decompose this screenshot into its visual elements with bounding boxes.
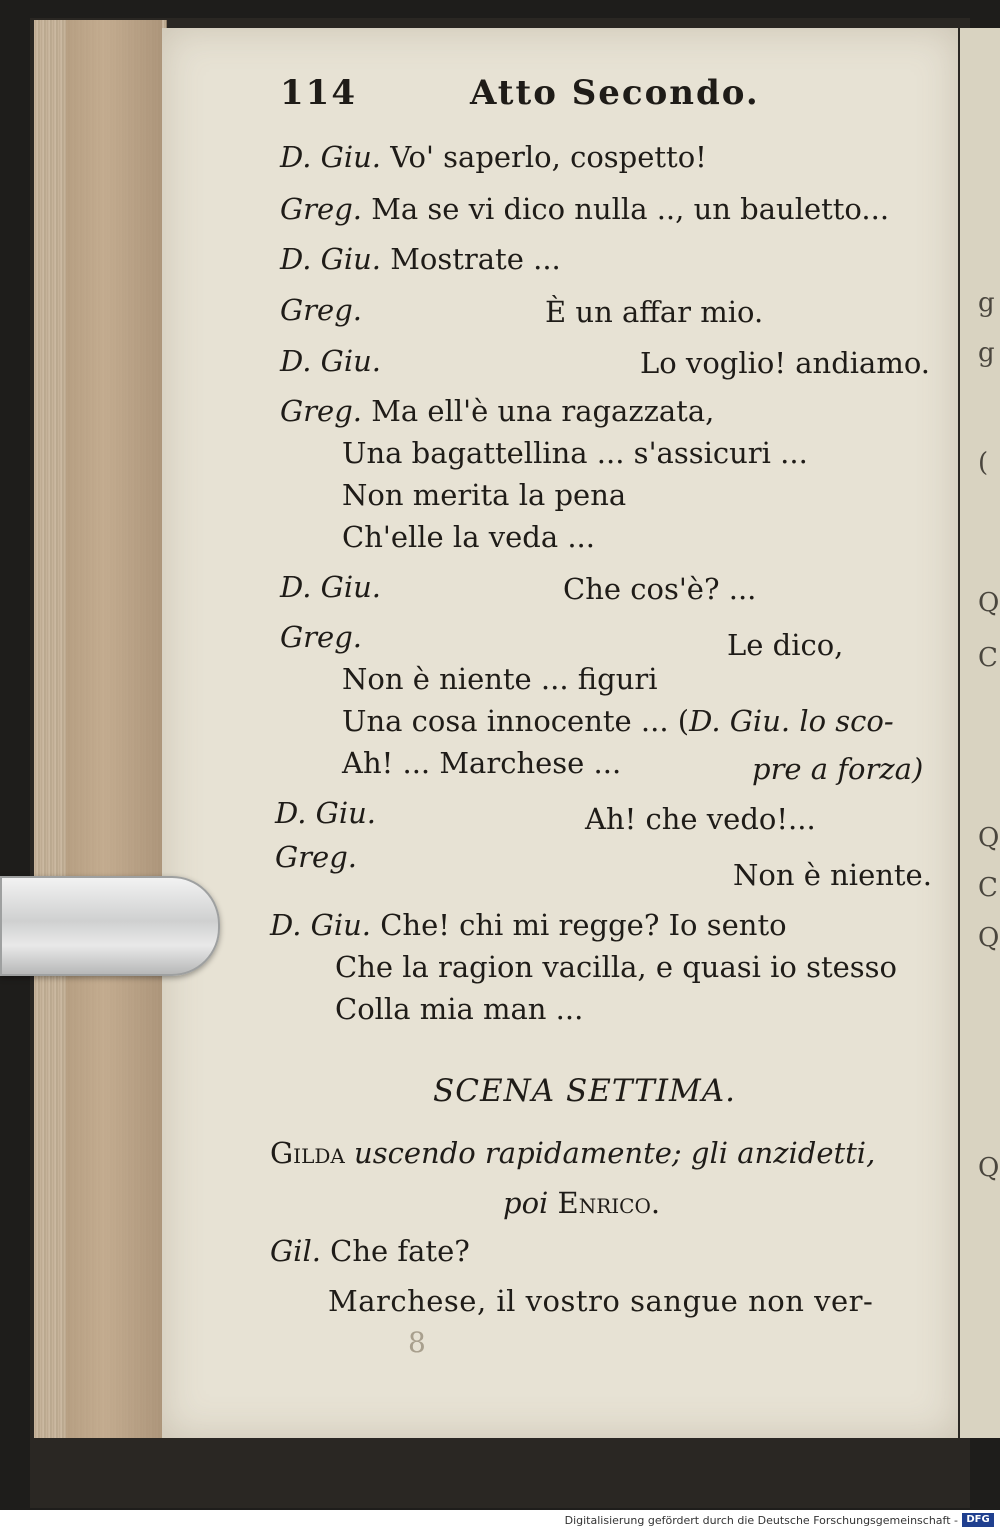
page-clip	[0, 876, 220, 976]
next-page-glyph: g	[978, 288, 995, 318]
speaker: Greg.	[280, 293, 362, 327]
next-page-glyph: g	[978, 338, 995, 368]
line-text: Non merita la pena	[342, 478, 627, 512]
line-text: Una cosa innocente ... (	[342, 704, 690, 738]
line-text: Che la ragion vacilla, e quasi io stesso	[335, 950, 898, 984]
dialogue-line	[270, 1234, 470, 1268]
page-header-title: Atto Secondo.	[470, 73, 760, 113]
dfg-logo: DFG	[962, 1513, 994, 1527]
speaker: Greg.	[280, 394, 362, 428]
speaker: D. Giu.	[280, 140, 381, 174]
line-text: Marchese, il vostro sangue non ver-	[328, 1284, 874, 1318]
next-page-glyph: Q	[978, 1153, 1000, 1183]
scene-heading: SCENA SETTIMA.	[433, 1073, 736, 1109]
next-page-glyph: (	[978, 448, 989, 478]
line-text: Ah! che vedo!...	[585, 802, 816, 836]
speaker: Greg.	[280, 192, 362, 226]
line-text: Non è niente ... figuri	[342, 662, 658, 696]
footer-credit: Digitalisierung gefördert durch die Deutsche Forschungsgemeinschaft -	[564, 1514, 958, 1527]
next-page-glyph: Q	[978, 588, 1000, 618]
line-text: Mostrate ...	[390, 242, 561, 276]
page-edges-shading	[66, 20, 162, 1438]
line-text: Che cos'è? ...	[563, 572, 757, 606]
stage-direction: lo sco-	[799, 704, 894, 738]
line-text: Non è niente.	[733, 858, 932, 892]
line-text: Lo voglio! andiamo.	[640, 346, 930, 380]
next-page-glyph: Q	[978, 823, 1000, 853]
character-name: Enrico.	[557, 1186, 661, 1220]
line-text: Ma se vi dico nulla .., un bauletto...	[371, 192, 890, 226]
dialogue-line	[280, 192, 889, 226]
speaker: Greg.	[280, 620, 362, 654]
stage-direction: pre a forza)	[752, 752, 924, 786]
speaker: D. Giu.	[280, 570, 381, 604]
stage-direction: uscendo rapidamente; gli anzidetti,	[354, 1136, 876, 1170]
dialogue-line	[280, 394, 714, 428]
line-text: Una bagattellina ... s'assicuri ...	[342, 436, 808, 470]
speaker: Gil.	[270, 1234, 321, 1268]
dialogue-line	[342, 704, 894, 738]
line-text: Ch'elle la veda ...	[342, 520, 595, 554]
footer-bar	[0, 1510, 1000, 1532]
line-text: Che fate?	[330, 1234, 470, 1268]
next-page-glyph: C	[978, 643, 998, 673]
next-page-glyph: C	[978, 873, 998, 903]
scene-direction-line	[270, 1136, 875, 1170]
line-text: Ma ell'è una ragazzata,	[371, 394, 715, 428]
line-text: Vo' saperlo, cospetto!	[390, 140, 707, 174]
speaker: D. Giu.	[275, 796, 376, 830]
next-page-glyph: Q	[978, 923, 1000, 953]
speaker: D. Giu.	[280, 344, 381, 378]
character-name: Gilda	[270, 1136, 345, 1170]
speaker: Greg.	[275, 840, 357, 874]
scene-direction-line	[503, 1186, 660, 1220]
line-text: Ah! ... Marchese ...	[342, 746, 622, 780]
stage-direction: poi	[503, 1186, 549, 1220]
line-text: Colla mia man ...	[335, 992, 584, 1026]
speaker: D. Giu.	[270, 908, 371, 942]
dialogue-line	[270, 908, 787, 942]
line-text: Le dico,	[727, 628, 844, 662]
speaker: D. Giu.	[280, 242, 381, 276]
stage-speaker: D. Giu.	[689, 704, 791, 738]
line-text: Che! chi mi regge? Io sento	[380, 908, 787, 942]
page-number: 114	[280, 73, 357, 113]
line-text: È un affar mio.	[545, 295, 764, 329]
signature-mark: 8	[408, 1326, 426, 1359]
next-page-edge	[960, 28, 1000, 1438]
dialogue-line	[280, 140, 707, 174]
dialogue-line	[280, 242, 561, 276]
